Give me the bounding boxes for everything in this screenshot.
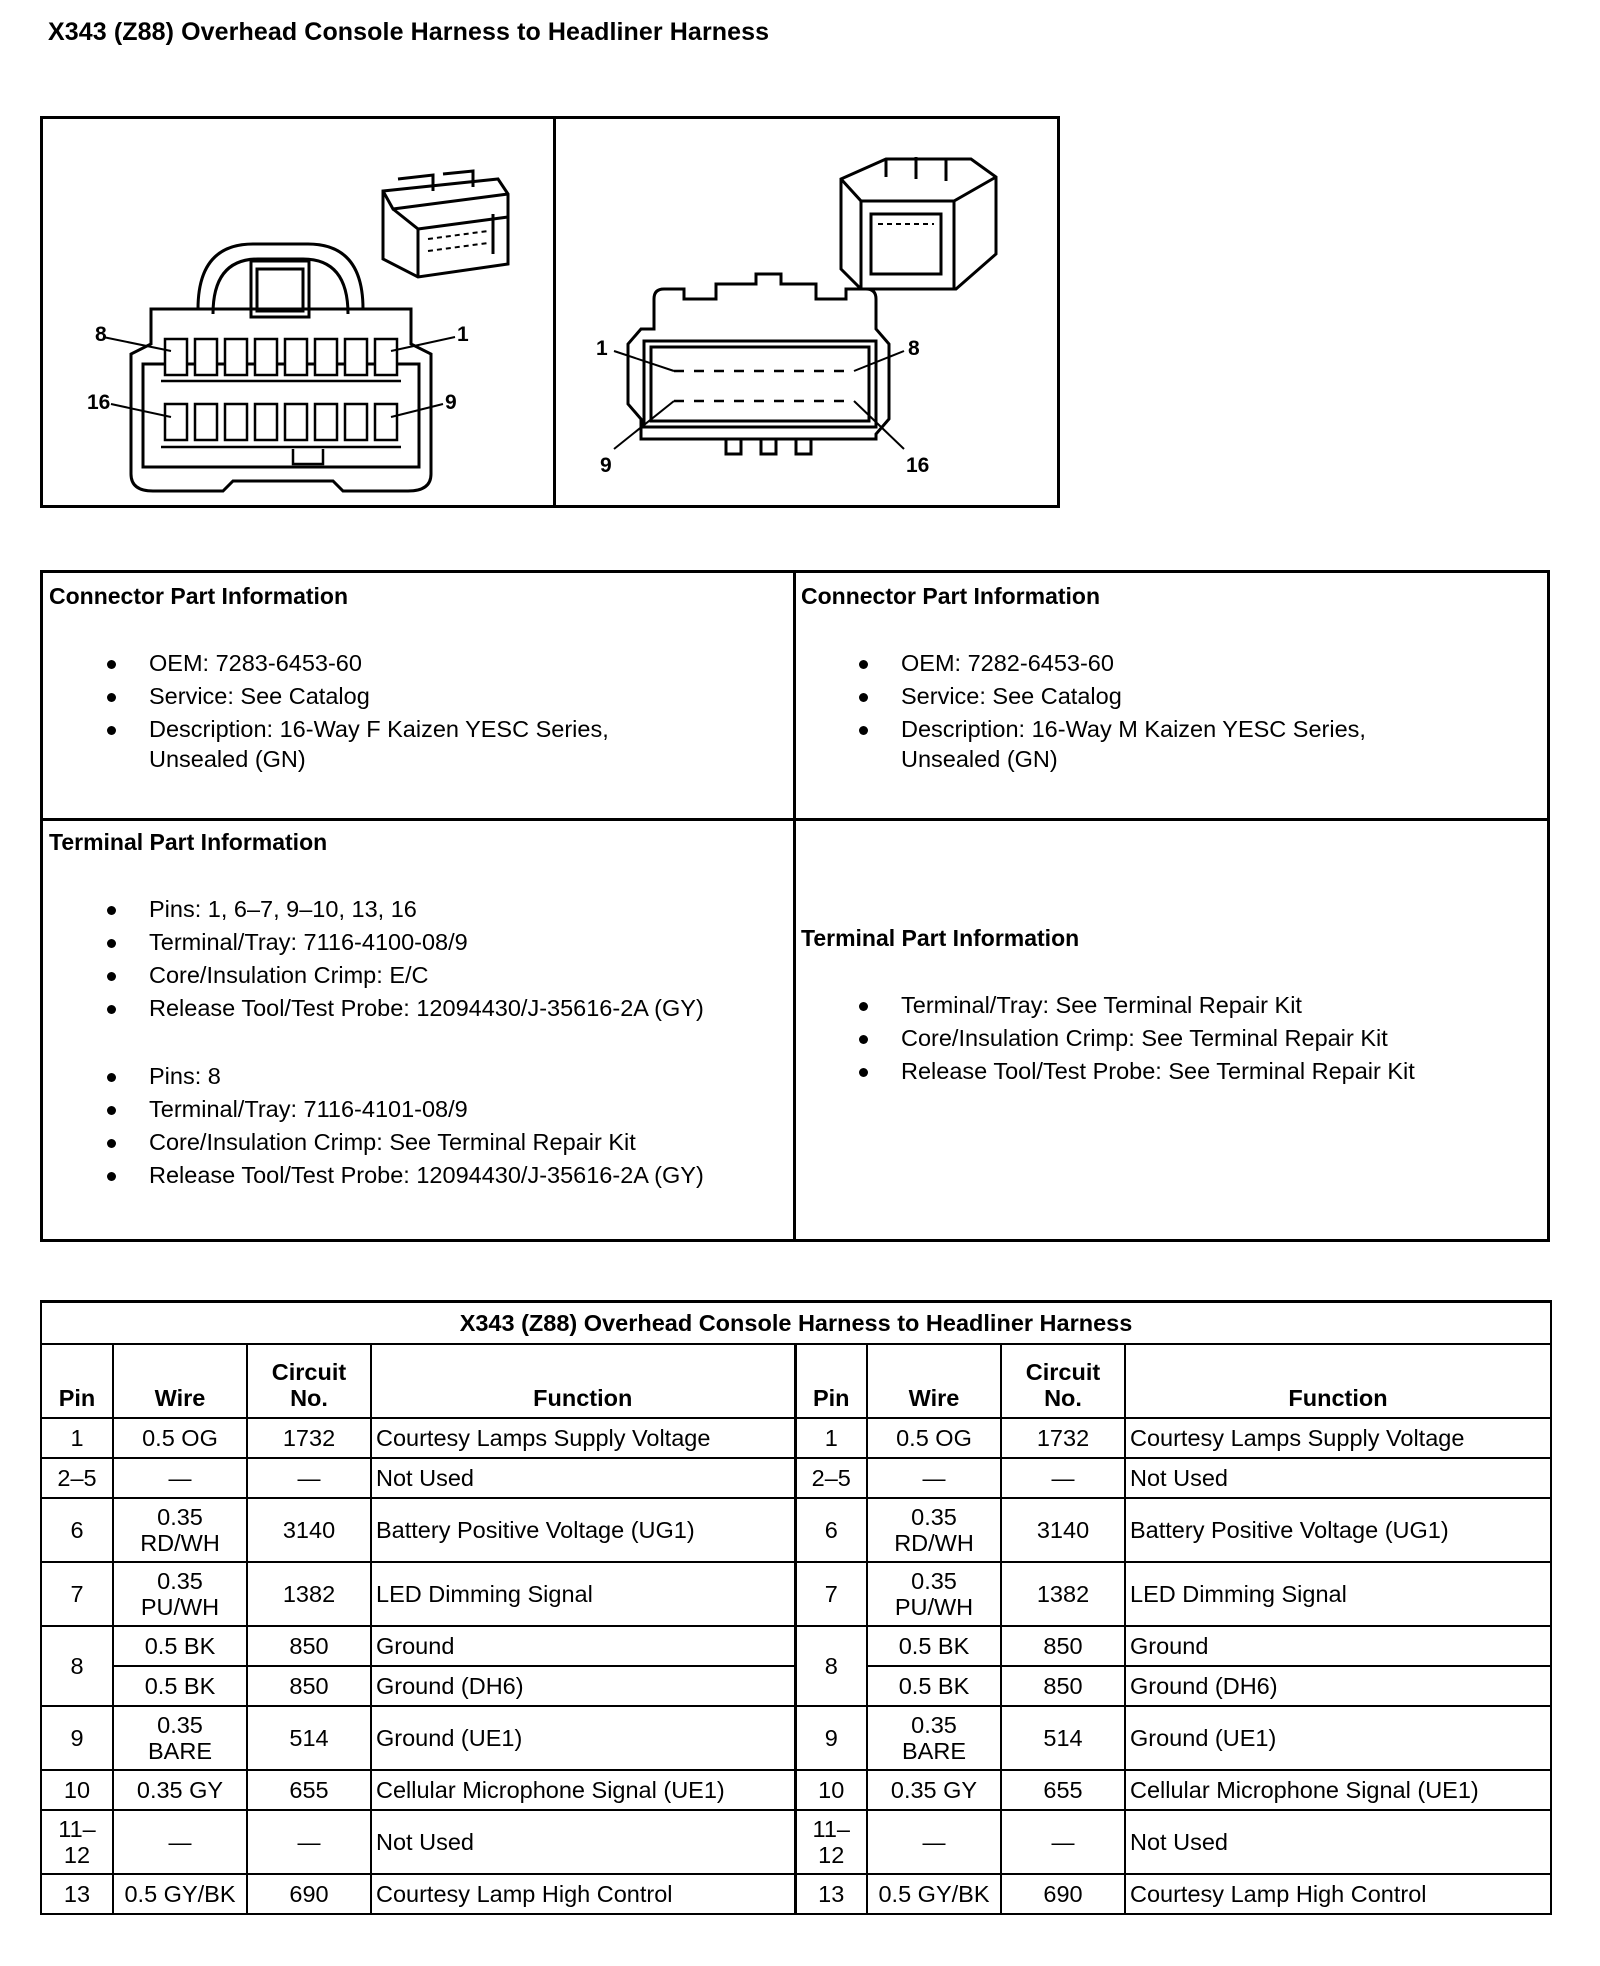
male-pin-label-8: 8 [908,337,920,360]
circuit-cell: 850 [1001,1666,1125,1706]
pin-cell: 2–5 [795,1458,867,1498]
pin-table [40,1300,1552,1915]
wire-cell [867,1706,1001,1770]
female-terminal-info-list-2 [49,1061,789,1190]
header-circuit-line2: No. [1044,1385,1082,1411]
wire-cell [113,1498,247,1562]
wire-gauge: 0.35 [911,1504,957,1530]
function-cell: Ground (UE1) [1125,1706,1551,1770]
circuit-cell: — [1001,1458,1125,1498]
wire-gauge: 0.35 [911,1712,957,1738]
list-item: Description: 16-Way F Kaizen YESC Series, Unsealed (GN) [49,714,689,774]
list-item: Release Tool/Test Probe: See Terminal Repair Kit [801,1056,1546,1086]
header-circuit-line2: No. [290,1385,328,1411]
wire-color: RD/WH [140,1530,220,1556]
female-connector-drawing [43,119,553,505]
circuit-cell: 850 [247,1666,371,1706]
wire-color: BARE [148,1738,212,1764]
circuit-cell: 850 [1001,1626,1125,1666]
table-row [41,1562,1551,1626]
male-pin-label-16: 16 [906,454,930,477]
list-item: Pins: 8 [49,1061,789,1091]
female-terminal-info [49,829,789,1193]
function-cell: Battery Positive Voltage (UG1) [371,1498,795,1562]
function-cell: Not Used [1125,1810,1551,1874]
circuit-cell: 1382 [1001,1562,1125,1626]
female-connector-panel [43,119,553,505]
female-connector-info-list [49,648,789,774]
wire-cell [113,1562,247,1626]
wire-color: PU/WH [894,1594,974,1620]
circuit-cell: 3140 [247,1498,371,1562]
function-cell: Courtesy Lamps Supply Voltage [371,1418,795,1458]
circuit-cell: 690 [247,1874,371,1914]
table-row [41,1418,1551,1458]
circuit-cell: 690 [1001,1874,1125,1914]
wire-cell: 0.35 GY [867,1770,1001,1810]
pin-cell: 9 [795,1706,867,1770]
table-row [41,1874,1551,1914]
male-connector-face [628,274,889,454]
wire-cell: — [113,1810,247,1874]
circuit-cell: 514 [1001,1706,1125,1770]
function-cell: Courtesy Lamps Supply Voltage [1125,1418,1551,1458]
wire-cell [867,1498,1001,1562]
wire-cell: 0.35 GY [113,1770,247,1810]
function-cell: LED Dimming Signal [371,1562,795,1626]
wire-gauge: 0.35 [157,1504,203,1530]
female-connector-info-heading: Connector Part Information [49,583,349,609]
circuit-cell: 1382 [247,1562,371,1626]
male-terminal-info [801,925,1546,1089]
list-item: Terminal/Tray: 7116-4101-08/9 [49,1094,789,1124]
table-row [41,1626,1551,1666]
pin-cell: 7 [795,1562,867,1626]
wire-cell: 0.5 GY/BK [867,1874,1001,1914]
circuit-cell: 850 [247,1626,371,1666]
pin-range-end: 12 [818,1842,845,1868]
list-item: OEM: 7283-6453-60 [49,648,789,678]
female-pin-label-1: 1 [457,323,469,346]
male-connector-info-heading: Connector Part Information [801,583,1101,609]
wire-color: BARE [902,1738,966,1764]
pin-cell: 6 [795,1498,867,1562]
pin-cell: 1 [41,1418,113,1458]
male-connector-info [801,583,1546,777]
connector-figure [40,116,1060,508]
male-terminal-info-heading: Terminal Part Information [801,925,1080,951]
header-pin: Pin [41,1344,113,1418]
function-cell: LED Dimming Signal [1125,1562,1551,1626]
part-information-table [40,570,1550,1242]
function-cell: Ground (DH6) [1125,1666,1551,1706]
wire-cell: 0.5 GY/BK [113,1874,247,1914]
list-item: Service: See Catalog [49,681,789,711]
function-cell: Ground (DH6) [371,1666,795,1706]
table-row [41,1498,1551,1562]
wire-cell: — [113,1458,247,1498]
list-item: OEM: 7282-6453-60 [801,648,1546,678]
header-circuit-line1: Circuit [1025,1359,1101,1385]
info-divider-vertical [793,573,796,1239]
pin-cell [795,1810,867,1874]
pin-table-caption: X343 (Z88) Overhead Console Harness to Headliner Harness [41,1302,1551,1345]
header-circuit [1001,1344,1125,1418]
circuit-cell: 514 [247,1706,371,1770]
male-pin-rows [674,371,854,401]
wire-color: PU/WH [140,1594,220,1620]
function-cell: Cellular Microphone Signal (UE1) [1125,1770,1551,1810]
wire-cell: 0.5 OG [113,1418,247,1458]
female-top-row-cavities [165,339,397,375]
female-connector-info [49,583,789,777]
pin-cell: 1 [795,1418,867,1458]
female-terminal-info-heading: Terminal Part Information [49,829,328,855]
function-cell: Ground [1125,1626,1551,1666]
list-item: Core/Insulation Crimp: See Terminal Repair Kit [49,1127,789,1157]
pin-cell: 13 [41,1874,113,1914]
info-divider-horizontal [43,818,1547,821]
function-cell: Not Used [371,1810,795,1874]
pin-cell: 8 [795,1626,867,1706]
list-item: Service: See Catalog [801,681,1546,711]
wire-cell: 0.5 BK [113,1626,247,1666]
wire-cell [867,1562,1001,1626]
list-item: Description: 16-Way M Kaizen YESC Series, Unsealed (GN) [801,714,1441,774]
table-row [41,1810,1551,1874]
function-cell: Battery Positive Voltage (UG1) [1125,1498,1551,1562]
pin-range-end: 12 [63,1842,91,1868]
circuit-cell: 1732 [1001,1418,1125,1458]
pin-table-header [41,1344,1551,1418]
male-connector-info-list [801,648,1546,774]
male-connector-iso-view [841,157,996,289]
header-circuit-line1: Circuit [271,1359,347,1385]
pin-cell: 7 [41,1562,113,1626]
female-terminal-info-list-1 [49,894,789,1023]
female-connector-iso-view [383,171,508,277]
male-pin-label-9: 9 [600,454,612,477]
wire-cell: — [867,1458,1001,1498]
wire-cell: 0.5 OG [867,1418,1001,1458]
pin-cell: 10 [41,1770,113,1810]
wire-cell: 0.5 BK [867,1626,1001,1666]
circuit-cell: 655 [1001,1770,1125,1810]
pin-cell: 10 [795,1770,867,1810]
wire-color: RD/WH [894,1530,974,1556]
wire-gauge: 0.35 [157,1568,203,1594]
female-bottom-row-cavities [165,404,397,440]
list-item: Pins: 1, 6–7, 9–10, 13, 16 [49,894,789,924]
list-item: Release Tool/Test Probe: 12094430/J-35616-2A (GY) [49,993,789,1023]
page-title: X343 (Z88) Overhead Console Harness to Headliner Harness [48,18,770,46]
female-pin-leaders [103,337,455,417]
female-pin-label-8: 8 [95,323,107,346]
header-wire: Wire [113,1344,247,1418]
pin-cell: 9 [41,1706,113,1770]
pin-cell: 8 [41,1626,113,1706]
header-wire: Wire [867,1344,1001,1418]
wire-gauge: 0.35 [157,1712,203,1738]
function-cell: Courtesy Lamp High Control [371,1874,795,1914]
circuit-cell: — [1001,1810,1125,1874]
wire-cell: — [867,1810,1001,1874]
table-row [41,1458,1551,1498]
list-item: Release Tool/Test Probe: 12094430/J-35616-2A (GY) [49,1160,789,1190]
circuit-cell: — [247,1810,371,1874]
male-connector-panel [556,119,1060,505]
pin-range-start: 11– [812,1816,850,1842]
function-cell: Not Used [371,1458,795,1498]
pin-cell: 2–5 [41,1458,113,1498]
function-cell: Ground (UE1) [371,1706,795,1770]
function-cell: Ground [371,1626,795,1666]
table-row [41,1770,1551,1810]
function-cell: Courtesy Lamp High Control [1125,1874,1551,1914]
list-item: Core/Insulation Crimp: E/C [49,960,789,990]
circuit-cell: 1732 [247,1418,371,1458]
header-function: Function [371,1344,795,1418]
pin-cell: 6 [41,1498,113,1562]
female-pin-label-16: 16 [87,391,111,414]
pin-cell: 13 [795,1874,867,1914]
male-connector-drawing [556,119,1060,505]
wire-cell: 0.5 BK [867,1666,1001,1706]
male-pin-label-1: 1 [596,337,608,360]
male-terminal-info-list [801,990,1546,1086]
circuit-cell: — [247,1458,371,1498]
circuit-cell: 3140 [1001,1498,1125,1562]
header-pin: Pin [795,1344,867,1418]
circuit-cell: 655 [247,1770,371,1810]
table-row [41,1706,1551,1770]
pin-range-start: 11– [58,1816,96,1842]
wire-gauge: 0.35 [911,1568,957,1594]
list-item: Core/Insulation Crimp: See Terminal Repair Kit [801,1023,1546,1053]
wire-cell: 0.5 BK [113,1666,247,1706]
pin-cell [41,1810,113,1874]
header-function: Function [1125,1344,1551,1418]
function-cell: Not Used [1125,1458,1551,1498]
function-cell: Cellular Microphone Signal (UE1) [371,1770,795,1810]
list-item: Terminal/Tray: See Terminal Repair Kit [801,990,1546,1020]
female-pin-label-9: 9 [445,391,457,414]
wire-cell [113,1706,247,1770]
header-circuit [247,1344,371,1418]
list-item: Terminal/Tray: 7116-4100-08/9 [49,927,789,957]
